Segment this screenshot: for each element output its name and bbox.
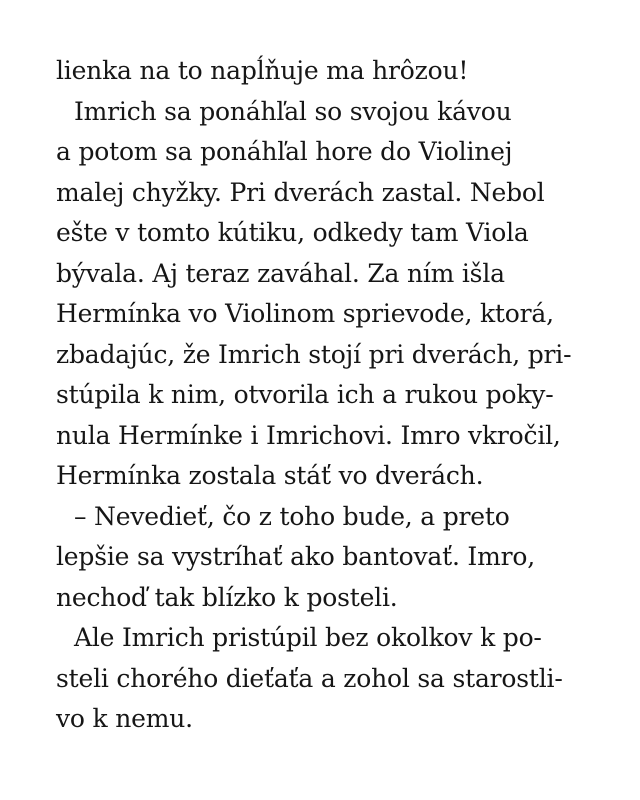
- text-line: zbadajúc, že Imrich stojí pri dverách, pri-: [56, 339, 572, 369]
- text-line: Hermínka zostala stáť vo dverách.: [56, 461, 484, 490]
- text-line: a potom sa ponáhľal hore do Violinej: [56, 137, 513, 166]
- text-line: lienka na to napĺňuje ma hrôzou!: [56, 56, 469, 85]
- text-line: bývala. Aj teraz zaváhal. Za ním išla: [56, 258, 505, 288]
- text-line-paragraph-start: – Nevedieť, čo z toho bude, a preto: [74, 501, 510, 531]
- text-line-paragraph-start: Imrich sa ponáhľal so svojou kávou: [74, 96, 512, 126]
- text-line: malej chyžky. Pri dverách zastal. Nebol: [56, 177, 545, 207]
- text-line: nechoď tak blízko k posteli.: [56, 582, 398, 612]
- text-line: Hermínka vo Violinom sprievode, ktorá,: [56, 299, 554, 328]
- text-line: steli chorého dieťaťa a zohol sa starostli-: [56, 663, 563, 693]
- text-line: ešte v tomto kútiku, odkedy tam Viola: [56, 218, 529, 247]
- text-line: nula Hermínke i Imrichovi. Imro vkročil,: [56, 420, 561, 450]
- body-text: [56, 51, 596, 740]
- text-line: lepšie sa vystríhať ako bantovať. Imro,: [56, 542, 535, 571]
- text-line-paragraph-start: Ale Imrich pristúpil bez okolkov k po-: [74, 623, 542, 652]
- text-line: vo k nemu.: [56, 704, 193, 733]
- text-line: stúpila k nim, otvorila ich a rukou poky-: [56, 380, 554, 409]
